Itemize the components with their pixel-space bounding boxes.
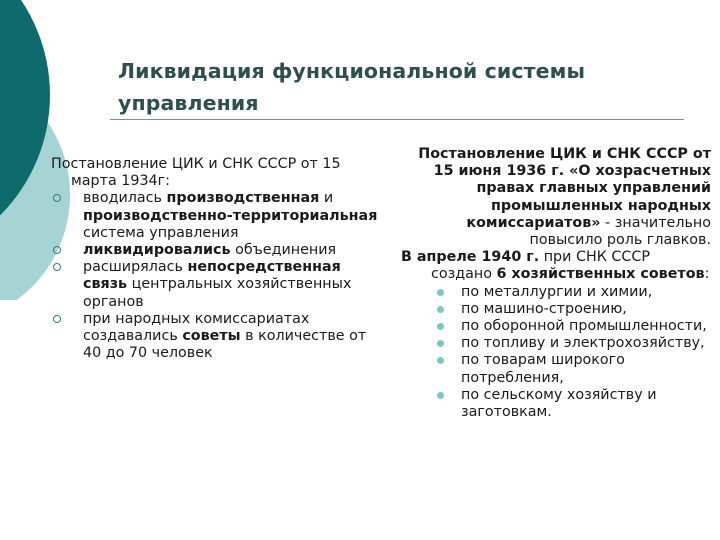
decree-1936: Постановление ЦИК и СНК СССР от 15 июня 1936 г. «О хозрасчетных правах главных управлений промышленных народных комиссариатов» xyxy=(418,146,711,231)
title-divider xyxy=(110,119,684,120)
council-label: по сельскому хозяйству и заготовкам. xyxy=(461,386,657,421)
council-label: по машино-строению, xyxy=(461,300,627,317)
item-text: расширялась xyxy=(83,259,188,276)
circle-bullet-icon xyxy=(53,246,61,254)
page-title: Ликвидация функциональной системы управления xyxy=(118,59,586,115)
list-item xyxy=(401,284,711,301)
dot-bullet-icon xyxy=(437,306,444,313)
circle-bullet-icon xyxy=(53,315,61,323)
council-label: по оборонной промышленности, xyxy=(461,318,707,335)
dot-bullet-icon xyxy=(437,289,444,296)
left-intro xyxy=(51,156,381,190)
date-1940: В апреле 1940 г. xyxy=(401,249,540,266)
dot-bullet-icon xyxy=(437,323,444,330)
decree-1936-effect: - значительно повысило роль главков. xyxy=(529,214,711,249)
left-list xyxy=(51,190,381,362)
dot-bullet-icon xyxy=(437,340,444,347)
right-paragraph-1 xyxy=(401,146,711,249)
circle-bullet-icon xyxy=(53,194,61,202)
list-item xyxy=(401,335,711,352)
dot-bullet-icon xyxy=(437,357,444,364)
list-item xyxy=(401,352,711,386)
paragraph-text: при СНК СССР создано xyxy=(431,249,650,283)
councils-count: 6 хозяйственных советов xyxy=(496,266,705,283)
councils-list xyxy=(401,284,711,422)
item-bold: советы xyxy=(182,328,241,345)
list-item xyxy=(401,318,711,335)
right-column xyxy=(401,146,711,421)
item-text: система управления xyxy=(83,224,239,241)
council-label: по металлургии и химии, xyxy=(461,283,653,300)
list-item xyxy=(401,301,711,318)
item-bold: непосредственная связь xyxy=(83,259,341,293)
item-text: центральных хозяйственных органов xyxy=(83,276,352,310)
item-text: при народных комиссариатах создавались xyxy=(83,310,310,345)
list-item xyxy=(401,387,711,421)
council-label: по товарам широкого потребления, xyxy=(461,352,625,386)
list-item xyxy=(51,190,381,242)
list-item xyxy=(51,259,381,311)
item-text: объединения xyxy=(230,242,337,259)
item-text: и xyxy=(319,190,334,207)
council-label: по топливу и электрохозяйству, xyxy=(461,335,705,352)
left-intro-text: Постановление ЦИК и СНК СССР от 15 марта 1934г: xyxy=(51,156,341,190)
list-item xyxy=(51,311,381,363)
left-column xyxy=(51,156,381,362)
item-bold: ликвидировались xyxy=(83,242,231,259)
item-text: в количестве от 40 до 70 человек xyxy=(83,328,367,362)
item-bold: производственная xyxy=(166,190,320,207)
item-text: вводилась xyxy=(83,190,167,207)
list-item xyxy=(51,242,381,259)
paragraph-text: : xyxy=(704,266,710,283)
item-bold: производственно-территориальная xyxy=(83,207,378,224)
dot-bullet-icon xyxy=(437,392,444,399)
circle-bullet-icon xyxy=(53,263,61,271)
right-paragraph-2 xyxy=(401,249,711,283)
